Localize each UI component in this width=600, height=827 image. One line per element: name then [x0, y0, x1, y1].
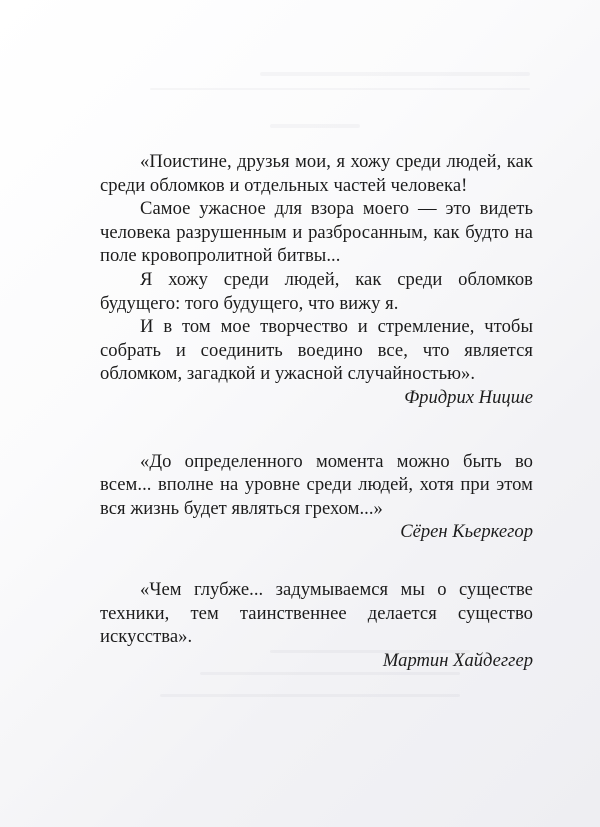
epigraph-author: Сёрен Кьеркегор	[400, 521, 533, 543]
epigraph-paragraph: Я хожу среди людей, как среди обломков будущего: того будущего, что вижу я.	[100, 268, 533, 314]
epigraph-paragraph: И в том мое творчество и стремление, чтобы собрать и соединить воедино все, что является обломком, загадкой и ужасной случайностью».	[100, 316, 533, 385]
bleed-through-mark	[270, 124, 360, 128]
epigraph-author: Фридрих Ницше	[404, 386, 533, 408]
epigraph-paragraph: Самое ужасное для взора моего — это видеть человека разрушенным и разбросанным, как будто на поле кровопролитной битвы...	[100, 198, 533, 267]
epigraph-nietzsche	[100, 150, 533, 410]
page-content	[100, 150, 533, 672]
epigraph-paragraph: «Поистине, друзья мои, я хожу среди людей, как среди обломков и отдельных частей человека!	[100, 151, 533, 196]
epigraph-paragraph: «До определенного момента можно быть во всем... вполне на уровне среди людей, хотя при этом вся жизнь будет являться грехом...»	[100, 450, 533, 519]
bleed-through-mark	[200, 672, 460, 675]
epigraph-heidegger	[100, 578, 533, 672]
bleed-through-mark	[260, 72, 530, 76]
epigraph-kierkegaard	[100, 450, 533, 544]
bleed-through-mark	[150, 88, 530, 90]
epigraph-paragraph: «Чем глубже... задумываемся мы о существе техники, тем таинственнее делается существо искусства».	[100, 578, 533, 648]
bleed-through-mark	[160, 694, 460, 697]
epigraph-author: Мартин Хайдеггер	[382, 649, 533, 671]
